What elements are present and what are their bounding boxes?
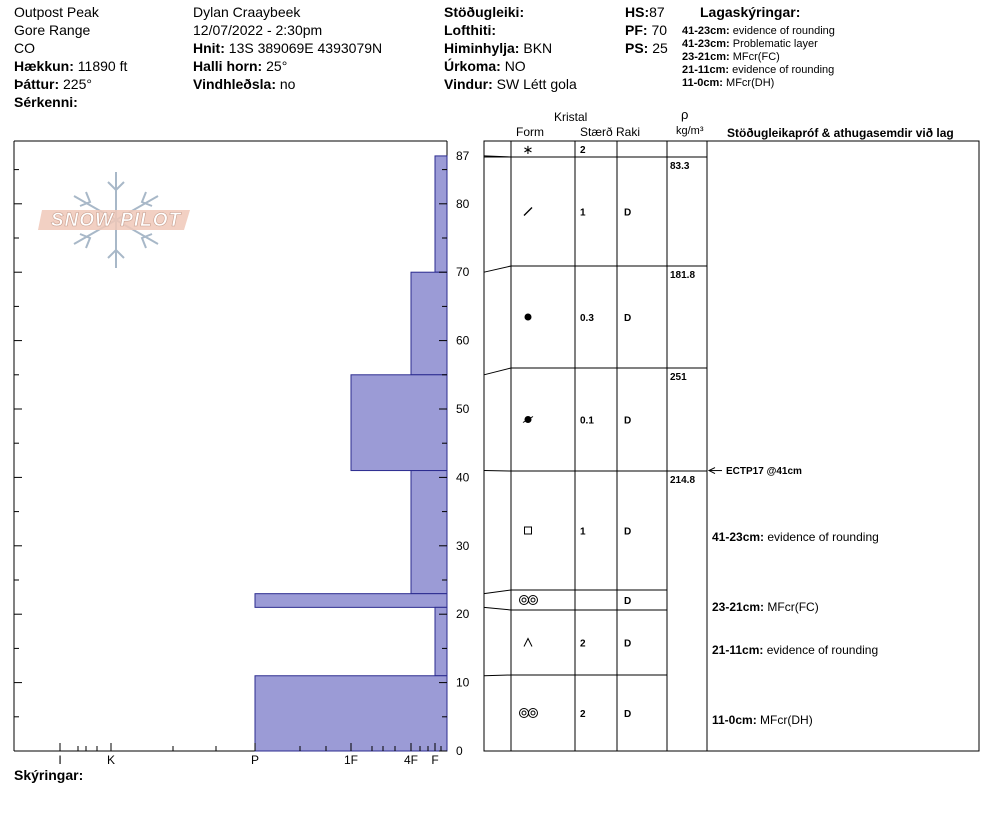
depth-tick-label: 40 — [456, 470, 470, 485]
layer-size-value: 0.3 — [580, 313, 594, 324]
depth-tick-label: 70 — [456, 265, 470, 280]
hardness-bar — [411, 471, 447, 594]
wind-loading-label: Vindhleðsla: — [193, 76, 276, 92]
layer-note-range: 41-23cm: — [682, 25, 730, 37]
comment-text: MFcr(FC) — [767, 600, 819, 614]
stability-label: Stöðugleiki: — [444, 4, 525, 20]
rounding-faceted-form-icon — [523, 416, 533, 423]
layer-moisture-value: D — [624, 415, 632, 427]
elevation-value: 11890 ft — [77, 58, 128, 74]
sky-label: Himinhylja: — [444, 40, 520, 56]
ps-label: PS: — [625, 40, 649, 56]
ring-inner — [522, 711, 526, 715]
layer-moisture-value: D — [624, 526, 632, 538]
form-header: Form — [516, 125, 544, 139]
air-temp-label: Lofthiti: — [444, 22, 497, 38]
layer-size-value: 2 — [580, 709, 586, 720]
comment-range: 21-11cm: — [712, 643, 764, 657]
square — [525, 527, 532, 534]
comment-range: 11-0cm: — [712, 713, 757, 727]
elevation-label: Hækkun: — [14, 58, 74, 74]
layer-density-value: 181.8 — [670, 270, 696, 281]
layer-size-value: 2 — [580, 638, 586, 650]
layer-moisture-value: D — [624, 207, 632, 219]
depth-connector — [484, 266, 511, 272]
slope-value: 25° — [266, 58, 288, 74]
layer-note-text: evidence of rounding — [732, 25, 835, 37]
ring-inner — [531, 711, 535, 715]
depth-tick-label: 30 — [456, 538, 470, 553]
hardness-tick-label: F — [431, 753, 439, 767]
layer-moisture-value: D — [624, 638, 632, 650]
observer-name: Dylan Craaybeek — [193, 4, 301, 20]
location-name: Outpost Peak — [14, 4, 99, 20]
slash-stroke — [524, 208, 532, 216]
depth-tick-label: 20 — [456, 607, 470, 622]
aspect-label: Þáttur: — [14, 76, 60, 92]
depth-tick-label: 87 — [456, 148, 470, 163]
comment-row — [712, 712, 813, 728]
decomposing-form-icon — [524, 208, 532, 216]
comments-header: Stöðugleikapróf & athugasemdir við lag — [727, 126, 954, 140]
crystal-header: Kristal — [554, 110, 588, 124]
wind-loading-value: no — [279, 76, 296, 92]
test-result: ECTP17 @41cm — [726, 466, 802, 477]
density-unit: kg/m³ — [676, 125, 704, 137]
ring — [520, 596, 529, 605]
surface-size-value: 2 — [580, 145, 586, 156]
precip-value: NO — [504, 58, 526, 74]
coords-label: Hnit: — [193, 40, 225, 56]
aspect-value: 225° — [63, 76, 92, 92]
layer-notes-title: Lagaskýringar: — [700, 4, 801, 20]
layer-note-range: 21-11cm: — [682, 64, 730, 76]
depth-hoar-form-icon — [524, 639, 532, 647]
observation-datetime: 12/07/2022 - 2:30pm — [193, 22, 323, 38]
comment-row — [712, 529, 879, 545]
comment-range: 41-23cm: — [712, 530, 765, 544]
layer-moisture-value: D — [624, 596, 632, 607]
hardness-bar — [255, 676, 447, 751]
layer-moisture-value: D — [624, 313, 632, 324]
layer-note-text: MFcr(DH) — [726, 77, 775, 89]
hardness-tick-label: P — [250, 753, 260, 767]
comment-row — [712, 599, 819, 615]
comment-text: evidence of rounding — [767, 530, 879, 544]
ring — [520, 709, 529, 718]
layer-density-value: 83.3 — [670, 161, 690, 172]
faceted-form-icon — [525, 527, 532, 534]
layer-size-value: 1 — [580, 526, 586, 538]
precip-label: Úrkoma: — [444, 58, 501, 74]
depth-tick-label: 50 — [456, 402, 470, 416]
depth-tick-label: 80 — [456, 196, 470, 211]
coords-value: 13S 389069E 4393079N — [228, 40, 383, 56]
size-header: Stærð — [580, 125, 613, 139]
hardness-bar — [255, 594, 447, 608]
ring-inner — [522, 598, 526, 602]
hardness-tick-label: 4F — [403, 753, 419, 767]
caret — [524, 639, 532, 647]
layer-density-value: 214.8 — [670, 475, 696, 486]
hardness-tick-label: I — [58, 753, 62, 767]
hardness-bar — [435, 607, 447, 675]
layer-moisture-value: D — [624, 709, 632, 720]
surface-form-glyph: ∗ — [522, 142, 534, 157]
rho-symbol: ρ — [681, 107, 689, 122]
hardness-bar — [411, 272, 447, 375]
features-label: Sérkenni: — [14, 94, 78, 110]
depth-connector — [484, 590, 511, 594]
layer-note-text: Problematic layer — [732, 38, 818, 50]
hardness-tick-label: K — [106, 753, 116, 767]
layer-note-text: evidence of rounding — [732, 64, 835, 76]
layer-table-frame — [484, 141, 979, 751]
ring-inner — [531, 598, 535, 602]
ring — [529, 709, 538, 718]
layer-note-text: MFcr(FC) — [732, 51, 780, 63]
rounded-form-icon — [525, 314, 532, 321]
comment-text: MFcr(DH) — [760, 713, 813, 727]
comment-row — [712, 642, 878, 658]
layer-density-value: 251 — [670, 372, 687, 383]
depth-connector — [484, 368, 511, 375]
wind-value: SW Létt gola — [496, 76, 577, 92]
hardness-bar — [435, 156, 447, 272]
layer-note-range: 41-23cm: — [682, 38, 730, 50]
slope-label: Halli horn: — [193, 58, 263, 74]
melt-freeze-form-icon — [520, 596, 538, 605]
comment-range: 23-21cm: — [712, 600, 765, 614]
logo-text: SNOW PILOT — [50, 210, 182, 231]
depth-tick-label: 60 — [456, 333, 470, 348]
layer-size-value: 0.1 — [580, 415, 594, 427]
hs-label: HS: — [625, 4, 650, 20]
pf-label: PF: — [625, 22, 648, 38]
range-name: Gore Range — [14, 22, 91, 38]
layer-note-range: 11-0cm: — [682, 77, 723, 89]
ps-value: 25 — [652, 40, 668, 56]
melt-freeze-form-icon — [520, 709, 538, 718]
notes-label: Skýringar: — [14, 767, 84, 783]
moisture-header: Raki — [616, 125, 641, 139]
comment-text: evidence of rounding — [766, 643, 879, 657]
depth-tick-label: 0 — [456, 744, 463, 758]
pf-value: 70 — [651, 22, 668, 38]
wind-label: Vindur: — [444, 76, 493, 92]
layer-size-value: 1 — [580, 207, 586, 219]
hs-value: 87 — [649, 4, 665, 20]
hardness-bar — [351, 375, 447, 471]
depth-connector — [484, 607, 511, 610]
depth-tick-label: 10 — [456, 675, 470, 690]
sky-value: BKN — [523, 40, 553, 56]
hardness-tick-label: 1F — [343, 753, 359, 767]
state-name: CO — [14, 40, 35, 56]
depth-connector — [484, 675, 511, 676]
dot — [525, 314, 532, 321]
ring — [529, 596, 538, 605]
layer-note-range: 23-21cm: — [682, 51, 730, 63]
